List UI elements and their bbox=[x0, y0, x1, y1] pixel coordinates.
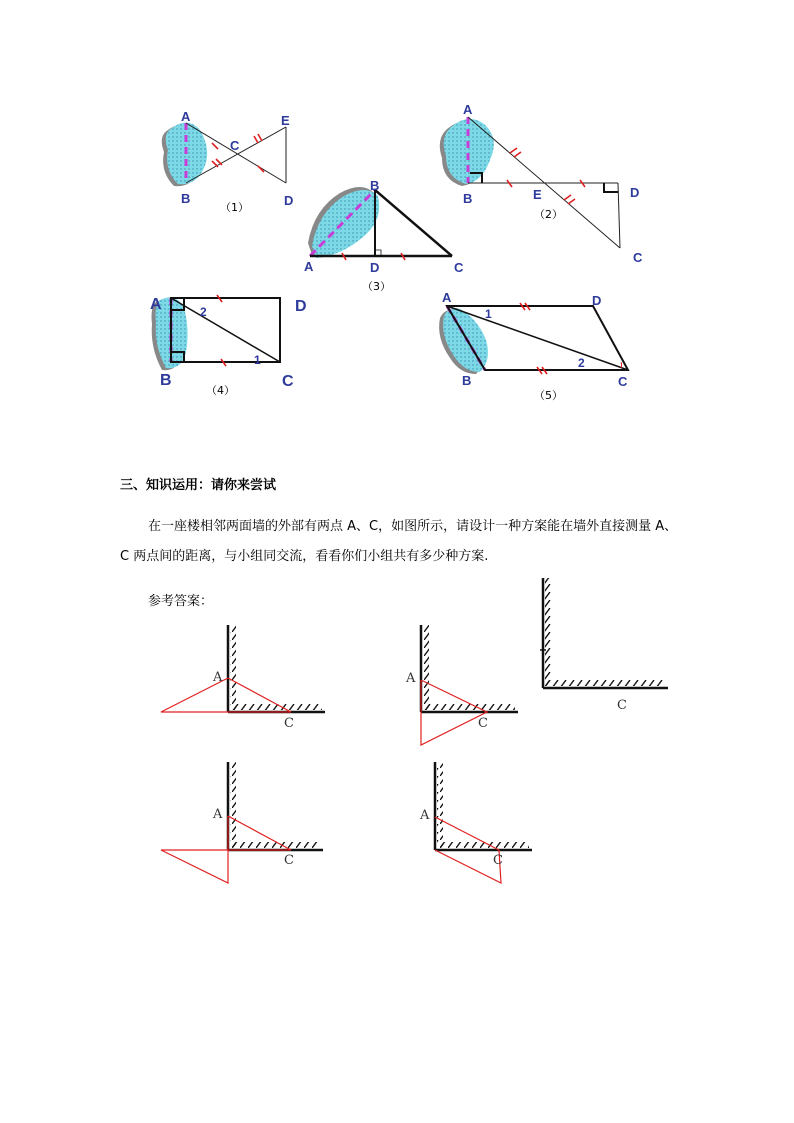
angle-2: 2 bbox=[200, 305, 207, 319]
pond-blob bbox=[312, 190, 379, 258]
label-C: C bbox=[454, 260, 464, 275]
pond-blob bbox=[444, 119, 494, 184]
figure-1 bbox=[162, 109, 294, 214]
section-heading: 三、知识运用：请你来尝试 bbox=[120, 478, 277, 493]
label-D: D bbox=[370, 260, 380, 275]
caption-2: （2） bbox=[534, 208, 563, 221]
label-A: A bbox=[213, 670, 223, 685]
problem-paragraph: 在一座楼相邻两面墙的外部有两点 A、C，如图所示，请设计一种方案能在墙外直接测量 A、C 两点间的距离，与小组同交流，看看你们小组共有多少种方案. bbox=[120, 519, 678, 564]
label-C: C bbox=[493, 853, 503, 868]
label-C: C bbox=[282, 373, 294, 390]
label-C: C bbox=[617, 698, 627, 713]
label-D: D bbox=[630, 185, 640, 200]
angle-1: 1 bbox=[254, 353, 261, 367]
label-A: A bbox=[406, 671, 416, 686]
angle-1: 1 bbox=[485, 307, 492, 321]
label-C: C bbox=[618, 374, 628, 389]
label-B: B bbox=[463, 191, 473, 206]
label-A: A bbox=[150, 296, 162, 313]
label-B: B bbox=[462, 373, 472, 388]
figure-4 bbox=[150, 295, 307, 397]
wall-figure-5 bbox=[419, 762, 532, 883]
label-A: A bbox=[213, 807, 223, 822]
label-C: C bbox=[284, 853, 294, 868]
label-B: B bbox=[160, 372, 172, 389]
label-A: A bbox=[304, 259, 314, 274]
figure-3 bbox=[304, 178, 464, 293]
label-D: D bbox=[592, 293, 602, 308]
label-A: A bbox=[442, 290, 452, 305]
label-C: C bbox=[633, 250, 643, 265]
answer-label: 参考答案： bbox=[148, 594, 214, 609]
label-D: D bbox=[284, 193, 294, 208]
caption-1: （1） bbox=[220, 201, 249, 214]
wall-figure-1 bbox=[161, 625, 325, 731]
label-D: D bbox=[295, 298, 307, 315]
label-C: C bbox=[230, 138, 240, 153]
label-C: C bbox=[478, 716, 488, 731]
figure-5 bbox=[439, 290, 628, 402]
wall-figure-4 bbox=[161, 762, 323, 883]
wall-figures bbox=[0, 570, 794, 900]
label-E: E bbox=[281, 113, 290, 128]
label-C: C bbox=[284, 716, 294, 731]
wall-figure-3 bbox=[540, 578, 668, 713]
caption-3: （3） bbox=[362, 280, 391, 293]
label-A: A bbox=[420, 808, 430, 823]
top-figures bbox=[0, 0, 794, 440]
label-A: A bbox=[463, 102, 473, 117]
label-E: E bbox=[533, 187, 542, 202]
caption-5: （5） bbox=[534, 389, 563, 402]
wall-figure-2 bbox=[405, 625, 518, 745]
label-B: B bbox=[370, 178, 380, 193]
label-B: B bbox=[181, 191, 191, 206]
label-A: A bbox=[181, 109, 191, 124]
figure-2 bbox=[440, 102, 643, 265]
caption-4: （4） bbox=[206, 384, 235, 397]
angle-2: 2 bbox=[578, 356, 585, 370]
